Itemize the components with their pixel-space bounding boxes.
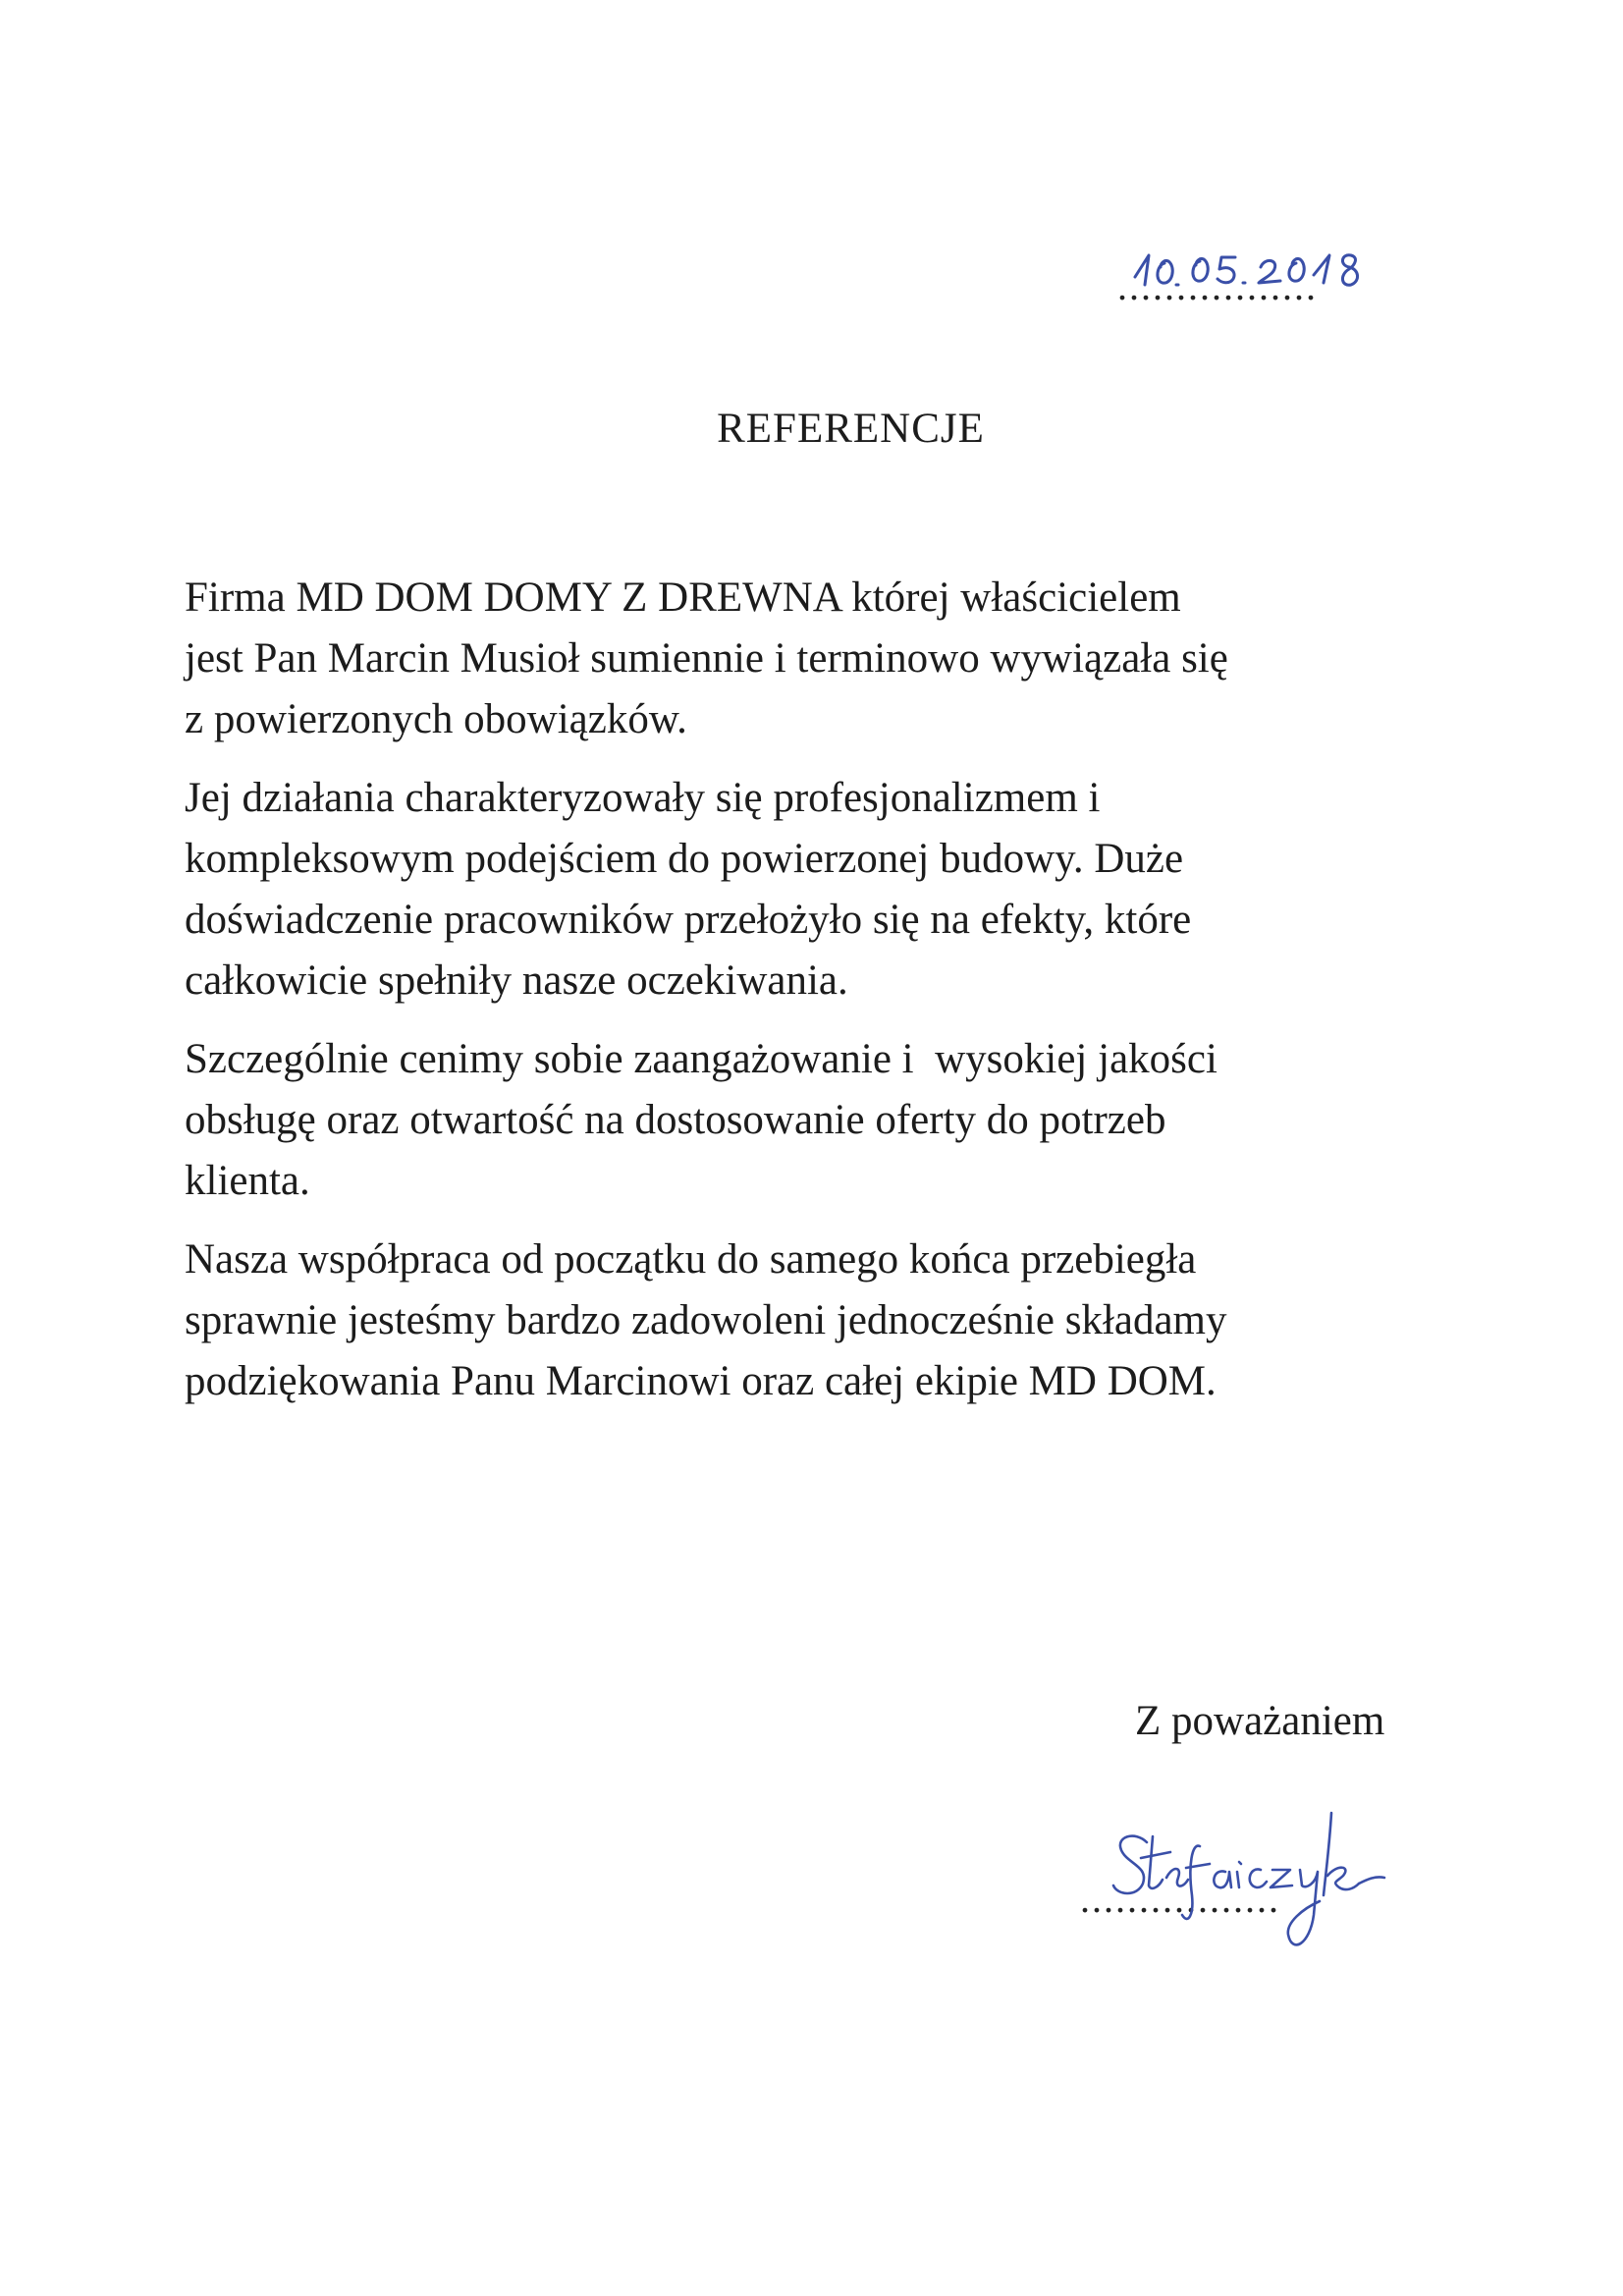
text-line: jest Pan Marcin Musioł sumiennie i terminowo wywiązała się (185, 635, 1228, 682)
closing-salutation: Z poważaniem (1135, 1698, 1385, 1744)
text-line: klienta. (185, 1158, 310, 1204)
text-line: sprawnie jesteśmy bardzo zadowoleni jednocześnie składamy (185, 1297, 1227, 1343)
paragraph-1 (185, 568, 1441, 750)
paragraph-2 (185, 768, 1441, 1011)
text-line: Jej działania charakteryzowały się profesjonalizmem i (185, 775, 1101, 821)
date-field (1117, 234, 1432, 308)
text-line: doświadczenie pracowników przełożyło się na efekty, które (185, 897, 1192, 943)
text-line: kompleksowym podejściem do powierzonej budowy. Duże (185, 836, 1184, 882)
text-line: z powierzonych obowiązków. (185, 696, 687, 742)
paragraph-4 (185, 1230, 1441, 1412)
handwritten-date (1127, 234, 1422, 302)
text-line: podziękowania Panu Marcinowi oraz całej ekipie MD DOM. (185, 1358, 1217, 1404)
text-line: Nasza współpraca od początku do samego końca przebiegła (185, 1236, 1197, 1283)
document-title: REFERENCJE (717, 406, 985, 452)
paragraph-3 (185, 1029, 1441, 1212)
handwritten-signature (1109, 1807, 1404, 1994)
text-line: Szczególnie cenimy sobie zaangażowanie i wysokiej jakości (185, 1036, 1217, 1082)
text-line: całkowicie spełniły nasze oczekiwania. (185, 957, 848, 1004)
signature-field (1080, 1807, 1434, 1994)
text-line: Firma MD DOM DOMY Z DREWNA której właścicielem (185, 574, 1181, 621)
signature-dotted-line: ................. (1080, 1877, 1280, 1921)
letter-body (185, 568, 1441, 1430)
date-dotted-line: ................. (1117, 264, 1318, 308)
text-line: obsługę oraz otwartość na dostosowanie oferty do potrzeb (185, 1097, 1166, 1143)
